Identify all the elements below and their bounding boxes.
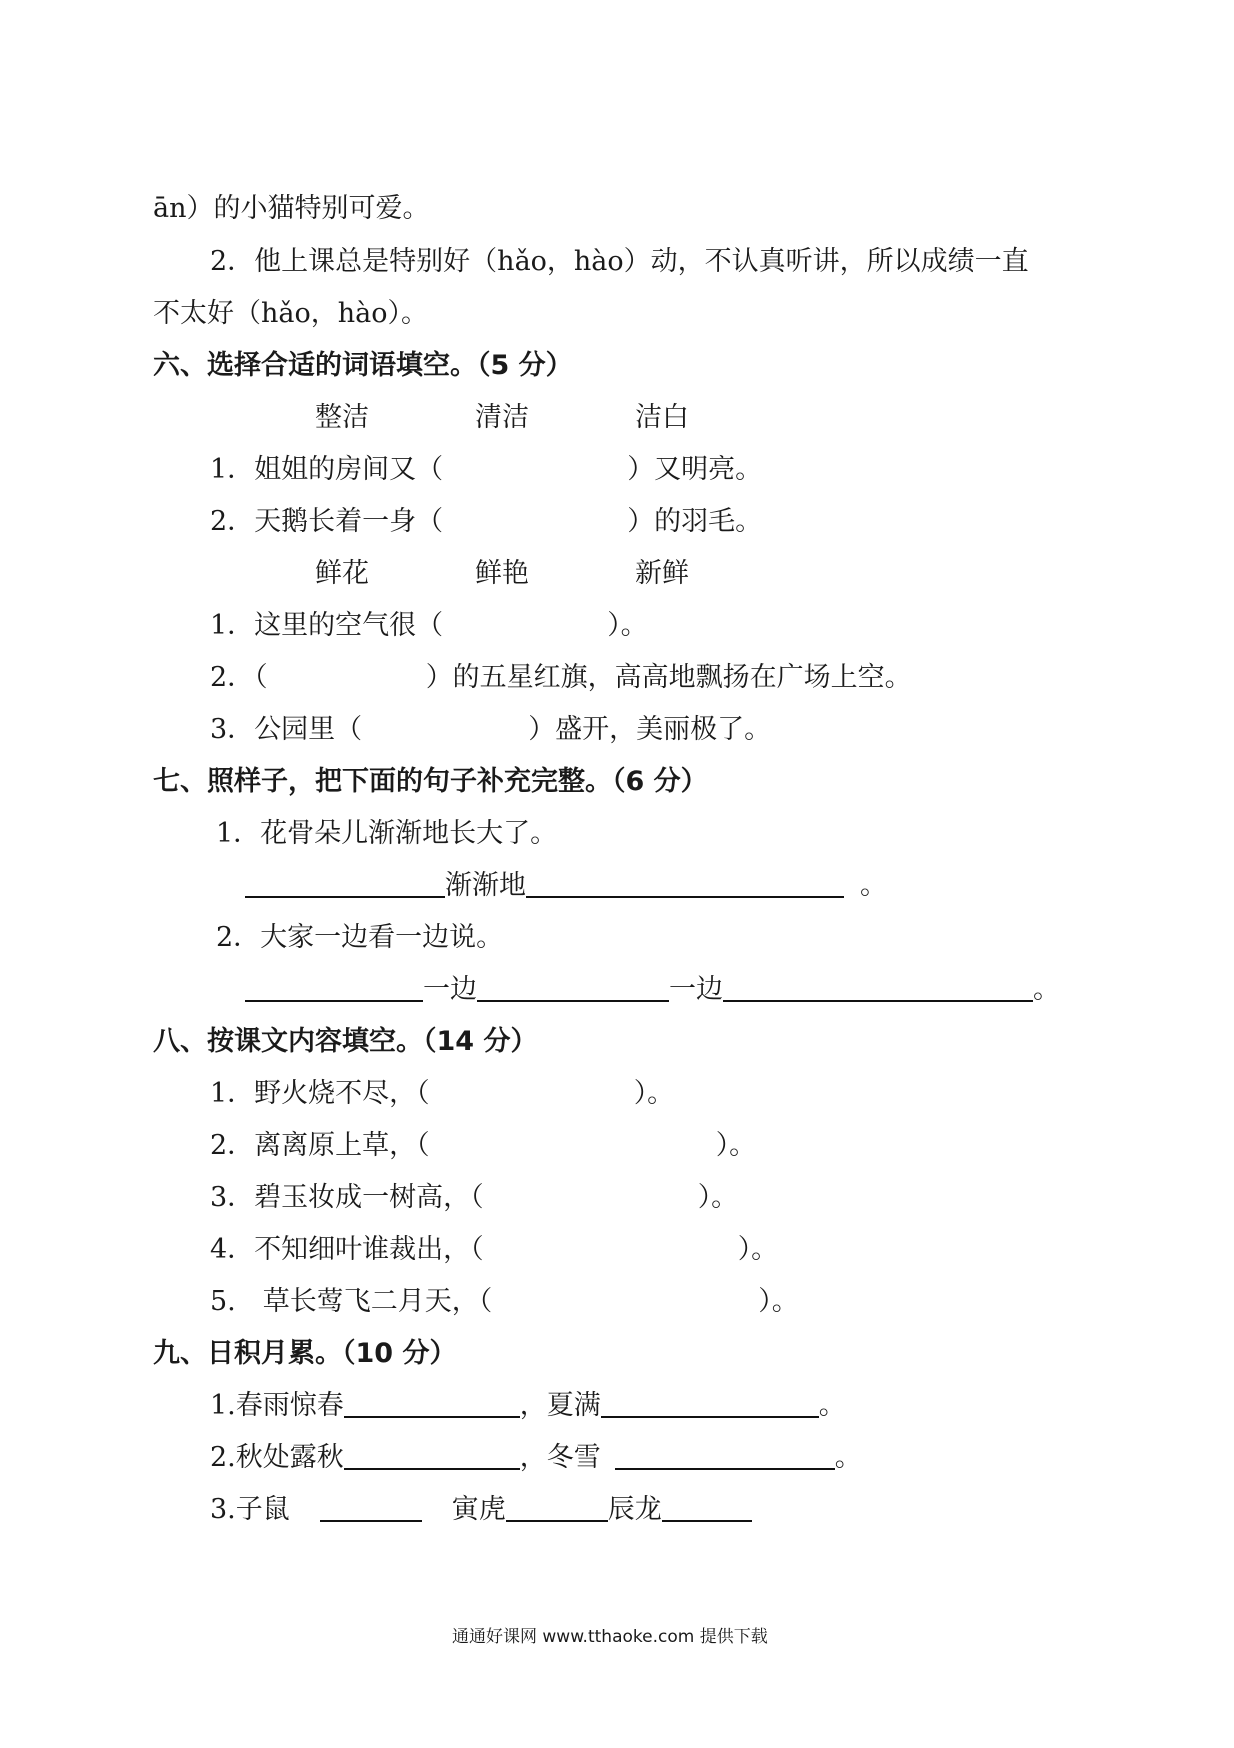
question-text: ）。 [758, 1286, 799, 1317]
sec9-q3 [210, 1493, 752, 1527]
word-option: 鲜花 [315, 558, 369, 589]
sec8-q4 [210, 1233, 778, 1267]
footer-text: 通通好课网 www.tthaoke.com 提供下载 [452, 1627, 768, 1647]
question-text: 1．野火烧不尽，（ [210, 1078, 430, 1109]
question-text: ）。 [697, 1182, 739, 1213]
question-text: ）盛开，美丽极了。 [528, 714, 772, 745]
question-text: 寅虎 [451, 1494, 506, 1525]
answer-blank[interactable] [723, 974, 1033, 1002]
question-text: ）。 [633, 1078, 675, 1109]
sec7-heading: 七、照样子，把下面的句子补充完整。（6 分） [153, 766, 708, 797]
word-option: 鲜艳 [475, 558, 529, 589]
sec9-q2 [210, 1441, 862, 1475]
fill-end: 。 [1033, 974, 1060, 1005]
question-text: 3.子鼠 [210, 1494, 290, 1525]
sec9-heading: 九、日积月累。（10 分） [153, 1338, 457, 1369]
question-text: ）。 [607, 610, 648, 641]
question-text: 3．公园里（ [210, 714, 363, 745]
sec6-q3 [210, 609, 648, 643]
question-text: 1．姐姐的房间又（ [210, 454, 444, 485]
sec7-fill-1 [245, 869, 887, 903]
question-text: ）的羽毛。 [627, 506, 763, 537]
question-text: 2．离离原上草，（ [210, 1130, 430, 1161]
question-text: 1.春雨惊春 [210, 1390, 344, 1421]
answer-blank[interactable] [344, 1390, 520, 1418]
sec6-q2 [210, 505, 762, 539]
word-option: 新鲜 [635, 558, 689, 589]
answer-blank[interactable] [526, 870, 844, 898]
sec6-q5 [210, 713, 771, 747]
sec7-example-2: 2．大家一边看一边说。 [216, 922, 504, 953]
sec8-q5 [210, 1285, 799, 1319]
question-text: 3．碧玉妆成一树高，（ [210, 1182, 484, 1213]
sec5-line-a: ān）的小猫特别可爱。 [153, 193, 430, 224]
answer-blank[interactable] [662, 1494, 752, 1522]
fill-end: 。 [860, 870, 887, 901]
question-text: 2．（ [210, 662, 268, 693]
fill-word: 一边 [423, 974, 477, 1005]
fill-word: 渐渐地 [445, 870, 526, 901]
sec8-q2 [210, 1129, 756, 1163]
word-option: 洁白 [635, 402, 689, 433]
question-text: 5. 草长莺飞二月天，（ [210, 1286, 493, 1317]
sec6-q1 [210, 453, 762, 487]
sec9-q1 [210, 1389, 846, 1423]
sec5-line-b: 2．他上课总是特别好（hǎo，hào）动，不认真听讲，所以成绩一直 [210, 246, 1029, 277]
answer-blank[interactable] [245, 870, 445, 898]
question-text: 4．不知细叶谁裁出，（ [210, 1234, 484, 1265]
sec7-fill-2 [245, 973, 1060, 1007]
fill-word: 一边 [669, 974, 723, 1005]
question-text: 辰龙 [607, 1494, 662, 1525]
question-text: ，冬雪 [519, 1442, 601, 1473]
answer-blank[interactable] [601, 1390, 819, 1418]
answer-blank[interactable] [245, 974, 423, 1002]
word-option: 清洁 [475, 402, 529, 433]
sec6-heading: 六、选择合适的词语填空。（5 分） [153, 350, 573, 381]
question-text: ）。 [737, 1234, 779, 1265]
answer-blank[interactable] [320, 1494, 422, 1522]
question-text: 2.秋处露秋 [210, 1442, 344, 1473]
word-option: 整洁 [315, 402, 369, 433]
answer-blank[interactable] [344, 1442, 520, 1470]
answer-blank[interactable] [506, 1494, 608, 1522]
answer-blank[interactable] [615, 1442, 835, 1470]
question-text: 。 [834, 1442, 862, 1473]
question-text: ）的五星红旗，高高地飘扬在广场上空。 [425, 662, 912, 693]
question-text: 2．天鹅长着一身（ [210, 506, 444, 537]
sec8-heading: 八、按课文内容填空。（14 分） [153, 1026, 538, 1057]
answer-blank[interactable] [477, 974, 669, 1002]
sec8-q3 [210, 1181, 738, 1215]
sec8-q1 [210, 1077, 674, 1111]
sec6-q4 [210, 661, 912, 695]
question-text: ，夏满 [519, 1390, 601, 1421]
question-text: 1．这里的空气很（ [210, 610, 444, 641]
question-text: 。 [818, 1390, 846, 1421]
sec5-line-c: 不太好（hǎo，hào）。 [153, 298, 428, 329]
question-text: ）又明亮。 [627, 454, 763, 485]
question-text: ）。 [715, 1130, 757, 1161]
sec7-example-1: 1．花骨朵儿渐渐地长大了。 [216, 818, 558, 849]
